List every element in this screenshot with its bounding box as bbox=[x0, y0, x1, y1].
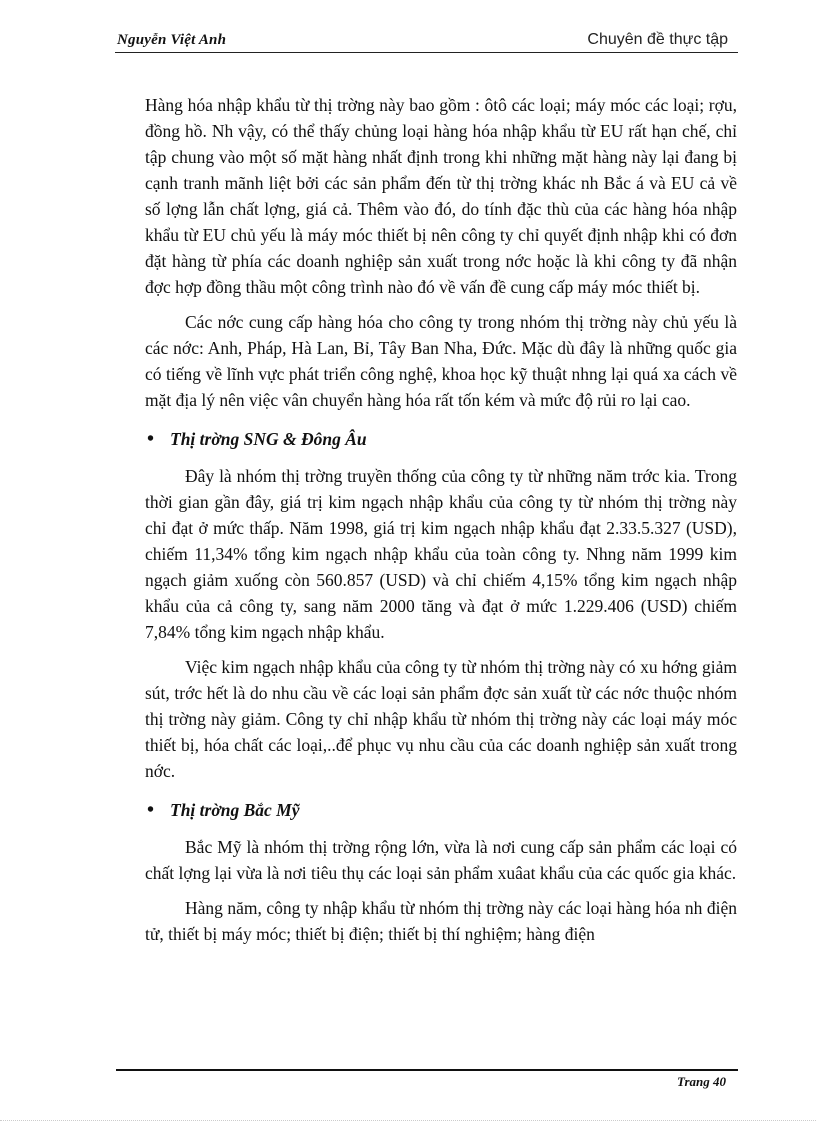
page-edge bbox=[0, 1120, 816, 1121]
paragraph-eu-imports: Hàng hóa nhập khẩu từ thị trờng này bao gồm : ôtô các loại; máy móc các loại; rợu, đồng hồ. Nh vậy, có thể thấy chủng loại hàng hóa nhập khẩu từ EU rất hạn chế, chỉ tập chung vào một số mặt hàng nhất định trong khi những mặt hàng này lại đang bị cạnh tranh mãnh liệt bởi các sản phẩm đến từ thị trờng khác nh Bắc á và EU cả về số lợng lẫn chất lợng, giá cả. Thêm vào đó, do tính đặc thù của các hàng hóa nhập khẩu từ EU chủ yếu là máy móc thiết bị nên công ty chỉ quyết định nhập khi có đơn đặt hàng từ phía các doanh nghiệp sản xuất trong nớc hoặc là khi công ty đã nhận đợc hợp đồng thầu một công trình nào đó về vấn đề cung cấp máy móc thiết bị. bbox=[145, 95, 737, 297]
bullet-icon: • bbox=[147, 428, 155, 450]
header-author: Nguyễn Việt Anh bbox=[117, 32, 227, 48]
section-heading-text: Thị trờng Bắc Mỹ bbox=[170, 800, 300, 820]
document-body bbox=[145, 92, 737, 956]
paragraph-sng-decline: Việc kim ngạch nhập khẩu của công ty từ nhóm thị trờng này có xu hớng giảm sút, trớc hết là do nhu cầu về các loại sản phẩm đợc sản xuất từ các nớc thuộc nhóm thị trờng này giảm. Công ty chỉ nhập khẩu từ nhóm thị trờng này các loại máy móc thiết bị, hóa chất các loại,..để phục vụ nhu cầu của các doanh nghiệp sản xuất trong nớc. bbox=[145, 657, 737, 781]
page-number: Trang 40 bbox=[677, 1074, 726, 1089]
section-heading-text: Thị trờng SNG & Đông Âu bbox=[170, 429, 367, 449]
paragraph-na-overview: Bắc Mỹ là nhóm thị trờng rộng lớn, vừa là nơi cung cấp sản phẩm các loại có chất lợng lại vừa là nơi tiêu thụ các loại sản phẩm xuâat khẩu của các quốc gia khác. bbox=[145, 837, 737, 883]
header-divider bbox=[115, 52, 738, 53]
footer-divider bbox=[116, 1069, 738, 1071]
section-heading-north-america bbox=[145, 798, 737, 822]
paragraph-sng-overview: Đây là nhóm thị trờng truyền thống của công ty từ những năm trớc kia. Trong thời gian gần đây, giá trị kim ngạch nhập khẩu của công ty từ nhóm thị trờng này chỉ đạt ở mức thấp. Năm 1998, giá trị kim ngạch nhập khẩu đạt 2.33.5.327 (USD), chiếm 11,34% tổng kim ngạch nhập khẩu của toàn công ty. Nhng năm 1999 kim ngạch giảm xuống còn 560.857 (USD) và chỉ chiếm 4,15% tổng kim ngạch nhập khẩu của cả công ty, sang năm 2000 tăng và đạt ở mức 1.229.406 (USD) chiếm 7,84% tổng kim ngạch nhập khẩu. bbox=[145, 466, 737, 642]
paragraph-na-imports: Hàng năm, công ty nhập khẩu từ nhóm thị trờng này các loại hàng hóa nh điện tử, thiết bị máy móc; thiết bị điện; thiết bị thí nghiệm; hàng điện bbox=[145, 898, 737, 944]
paragraph-eu-suppliers: Các nớc cung cấp hàng hóa cho công ty trong nhóm thị trờng này chủ yếu là các nớc: Anh, Pháp, Hà Lan, Bỉ, Tây Ban Nha, Đức. Mặc dù đây là những quốc gia có tiếng về lĩnh vực phát triển công nghệ, khoa học kỹ thuật nhng lại quá xa cách về mặt địa lý nên việc vân chuyển hàng hóa rất tốn kém và mức độ rủi ro lại cao. bbox=[145, 312, 737, 410]
header-title: Chuyên đề thực tập bbox=[587, 31, 728, 48]
section-heading-sng bbox=[145, 427, 737, 451]
bullet-icon: • bbox=[147, 799, 155, 821]
